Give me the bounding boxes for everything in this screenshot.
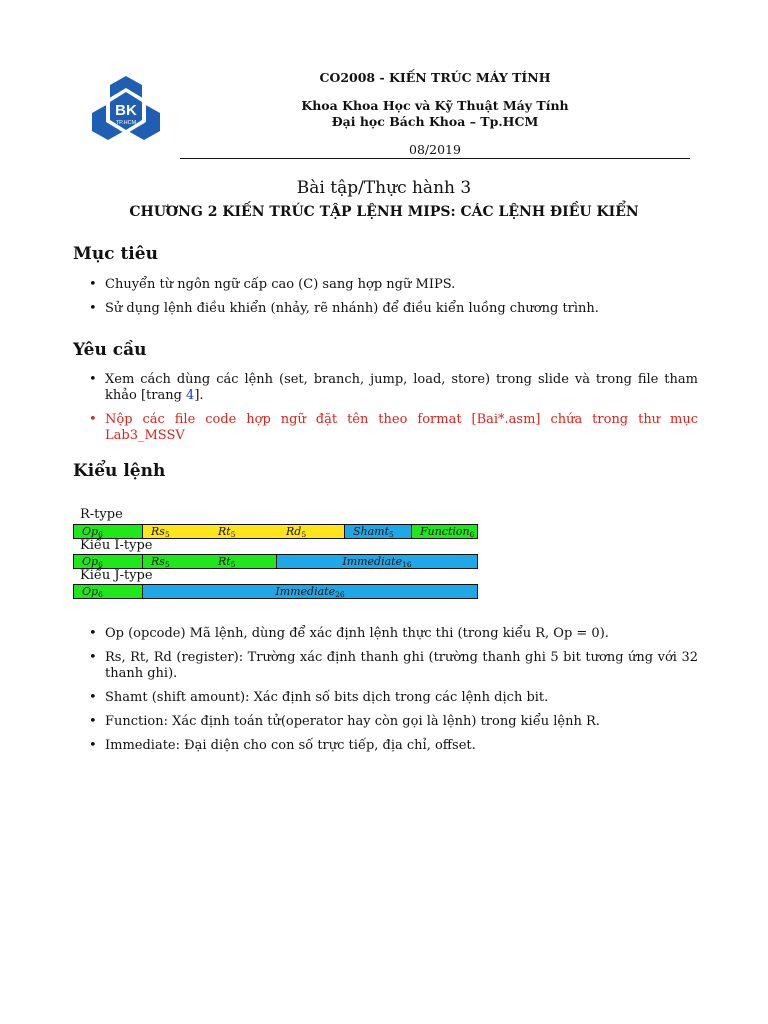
field-notes-list <box>73 626 698 762</box>
list-item: • Chuyển từ ngôn ngữ cấp cao (C) sang hợp ngữ MIPS. <box>73 277 698 293</box>
rtype-format <box>73 524 478 539</box>
jtype-format <box>73 584 478 599</box>
itype-format <box>73 554 478 569</box>
page-reference-link[interactable]: 4 <box>186 388 195 403</box>
list-item: • Function: Xác định toán tử(operator hay còn gọi là lệnh) trong kiểu lệnh R. <box>73 714 698 730</box>
list-item <box>73 372 698 404</box>
section-heading-requirements: Yêu cầu <box>73 340 147 360</box>
list-item: • Sử dụng lệnh điều khiển (nhảy, rẽ nhánh) để điều kiển luồng chương trình. <box>73 301 698 317</box>
list-item-submission: • Nộp các file code hợp ngữ đặt tên theo format [Bai*.asm] chứa trong thư mục Lab3_MSSV <box>73 412 698 444</box>
course-title: CO2008 - KIẾN TRÚC MÁY TÍNH <box>319 70 551 85</box>
header-divider <box>180 158 690 159</box>
section-heading-instruction-types: Kiểu lệnh <box>73 461 166 481</box>
chapter-title: CHƯƠNG 2 KIẾN TRÚC TẬP LỆNH MIPS: CÁC LỆNH ĐIỀU KIỂN <box>129 204 639 220</box>
field-op: $Op_6$ <box>74 585 142 598</box>
university-logo <box>90 74 162 142</box>
field-rt: $Rt_5$ <box>210 525 278 538</box>
requirement-text: Xem cách dùng các lệnh (set, branch, jump, load, store) trong slide và trong file tham khảo [trang <box>105 372 698 403</box>
logo-text: BK <box>115 102 137 119</box>
format-label-jtype: Kiểu J-type <box>80 568 153 583</box>
document-date: 08/2019 <box>409 142 461 157</box>
format-label-rtype: R-type <box>80 507 123 522</box>
logo-subtext: TP.HCM <box>115 120 137 126</box>
field-rs: $Rs_5$ <box>142 525 210 538</box>
field-shamt: Shamt$_5$ <box>344 525 411 538</box>
list-item: • Shamt (shift amount): Xác định số bits dịch trong các lệnh dịch bit. <box>73 690 698 706</box>
requirements-list <box>73 372 698 452</box>
university-name: Đại học Bách Khoa – Tp.HCM <box>331 114 539 129</box>
section-heading-objectives: Mục tiêu <box>73 244 158 264</box>
list-item: • Rs, Rt, Rd (register): Trường xác định thanh ghi (trường thanh ghi 5 bit tương ứng với 32 thanh ghi). <box>73 650 698 682</box>
faculty-name: Khoa Khoa Học và Kỹ Thuật Máy Tính <box>301 98 569 113</box>
requirement-text-end: ]. <box>194 388 204 403</box>
list-item: • Op (opcode) Mã lệnh, dùng để xác định lệnh thực thi (trong kiểu R, Op = 0). <box>73 626 698 642</box>
field-function: Function$_6$ <box>411 525 477 538</box>
field-immediate: Immediate$_{16}$ <box>276 555 477 568</box>
field-rt: $Rt_5$ <box>210 555 276 568</box>
list-item: • Immediate: Đại diện cho con số trực tiếp, địa chỉ, offset. <box>73 738 698 754</box>
field-op: $Op_6$ <box>74 525 142 538</box>
field-rd: $Rd_5$ <box>278 525 344 538</box>
lab-title: Bài tập/Thực hành 3 <box>296 178 472 198</box>
objectives-list <box>73 277 698 325</box>
format-label-itype: Kiểu I-type <box>80 538 153 553</box>
field-rs: $Rs_5$ <box>142 555 210 568</box>
field-op: $Op_6$ <box>74 555 142 568</box>
field-immediate: Immediate$_{26}$ <box>142 585 477 598</box>
